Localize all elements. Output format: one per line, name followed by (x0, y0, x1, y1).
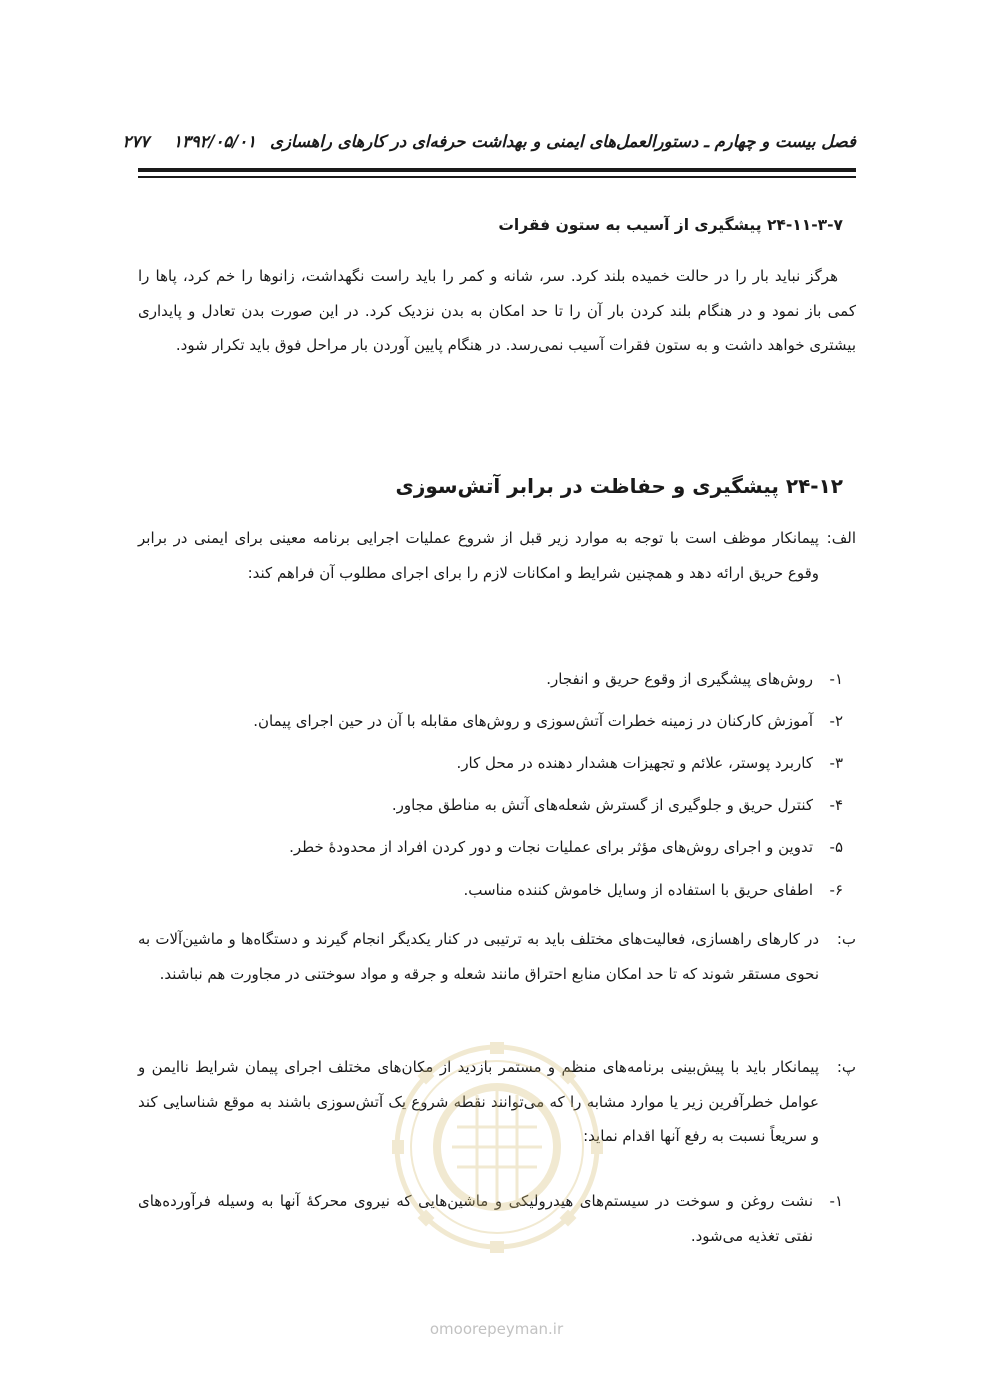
list-item-alef (138, 521, 856, 590)
list-number: ۱- (829, 1192, 843, 1210)
list-number: ۱- (829, 670, 843, 688)
header-rule-thick (138, 168, 856, 172)
watermark-text: omoorepeyman.ir (429, 1320, 564, 1338)
section-heading: ۲۴-۱۲ پیشگیری و حفاظت در برابر آتش‌سوزی (395, 474, 843, 498)
list-number: ۴- (829, 796, 843, 814)
list-item (138, 662, 843, 697)
list-number: ۲- (829, 712, 843, 730)
header-rule-thin (138, 176, 856, 178)
header-date: ۱۳۹۲/۰۵/۰۱ (173, 131, 257, 151)
list-item-text: کاربرد پوستر، علائم و تجهیزات هشدار دهنده در محل کار. (456, 754, 813, 772)
list-item-text: اطفای حریق با استفاده از وسایل خاموش کننده مناسب. (463, 881, 813, 899)
list-item (138, 746, 843, 781)
list-item-text: آموزش کارکنان در زمینه خطرات آتش‌سوزی و روش‌های مقابله با آن در حین اجرای پیمان. (253, 712, 813, 730)
list-item-text: کنترل حریق و جلوگیری از گسترش شعله‌های آتش به مناطق مجاور. (391, 796, 813, 814)
list-item-text: روش‌های پیشگیری از وقوع حریق و انفجار. (546, 670, 813, 688)
list-marker: پ: (836, 1058, 856, 1076)
list-item (138, 704, 843, 739)
list-item (138, 788, 843, 823)
list-number: ۶- (829, 881, 843, 899)
header-title: فصل بیست و چهارم ـ دستورالعمل‌های ایمنی و بهداشت حرفه‌ای در کارهای راهسازی (270, 131, 856, 151)
list-item (138, 830, 843, 865)
list-item-text: نشت روغن و سوخت در سیستم‌های هیدرولیکی و ماشین‌هایی که نیروی محرکهٔ آنها به وسیله فرآورده‌های نفتی تغذیه می‌شود. (138, 1192, 813, 1245)
subsection-heading: ۲۴-۱۱-۳-۷ پیشگیری از آسیب به ستون فقرات (498, 216, 843, 234)
watermark-seal-icon (390, 1040, 605, 1255)
list-item-text: تدوین و اجرای روش‌های مؤثر برای عملیات نجات و دور کردن افراد از محدودهٔ خطر. (289, 838, 813, 856)
list-item-text: در کارهای راهسازی، فعالیت‌های مختلف باید به ترتیبی در کنار یکدیگر انجام گیرند و دستگاه‌ها و ماشین‌آلات به نحوی مستقر شوند که تا حد امکان منابع احتراق مانند شعله و جرقه و مواد سوختنی در مجاورت هم نباشند. (138, 930, 819, 983)
page-number: ۲۷۷ (122, 131, 150, 151)
list-marker: ب: (836, 930, 856, 948)
page-header (122, 128, 856, 154)
list-number: ۵- (829, 838, 843, 856)
subsection-paragraph: هرگز نباید بار را در حالت خمیده بلند کرد. سر، شانه و کمر را باید راست نگهداشت، زانوها را خم کرد، پاها را کمی باز نمود و در هنگام بلند کردن بار آن را تا حد امکان به بدن نزدیک کرد. در این صورت بدن تعادل و پایداری بیشتری خواهد داشت و به ستون فقرات آسیب نمی‌رسد. در هنگام پایین آوردن بار مراحل فوق باید تکرار شود. (138, 267, 856, 354)
list-item-text: پیمانکار موظف است با توجه به موارد زیر قبل از شروع عملیات اجرایی برنامه معینی برای ایمنی در برابر وقوع حریق ارائه دهد و همچنین شرایط و امکانات لازم را برای اجرای مطلوب آن فراهم کند: (138, 529, 819, 582)
list-number: ۳- (829, 754, 843, 772)
list-item-text: پیمانکار باید با پیش‌بینی برنامه‌های منظم و مستمر بازدید از مکان‌های مختلف اجرای پیمان شرایط ناایمن و عوامل خطرآفرین زیر یا موارد مشابه را که می‌توانند نقطه شروع یک آتش‌سوزی باشند به موقع شناسایی کند و سریعاً نسبت به رفع آنها اقدام نماید: (138, 1058, 819, 1145)
list-marker: الف: (826, 529, 856, 547)
list-item (138, 873, 843, 908)
list-item-be (138, 922, 856, 991)
